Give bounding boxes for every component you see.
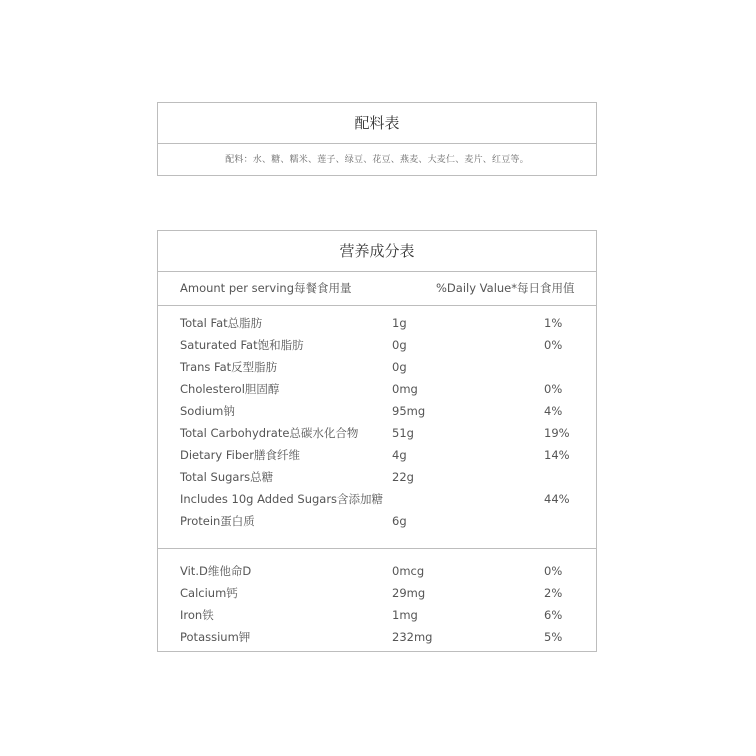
nutrient-row [158,422,596,444]
amount-per-serving-header: Amount per serving每餐食用量 [180,281,352,295]
nutrient-name: Trans Fat反型脂肪 [180,360,278,374]
nutrient-amount: 51g [392,426,414,440]
nutrient-daily-value: 14% [544,448,570,462]
nutrient-name: Sodium钠 [180,404,235,418]
vitamin-daily-value: 2% [544,586,563,600]
nutrition-facts-panel [157,230,597,652]
nutrient-name: Total Carbohydrate总碳水化合物 [180,426,359,440]
nutrient-daily-value: 4% [544,404,563,418]
vitamins-minerals-section [158,549,596,648]
vitamin-row [158,604,596,626]
ingredients-panel [157,102,597,176]
nutrition-header-row [158,272,596,306]
nutrient-name: Protein蛋白质 [180,514,255,528]
vitamin-daily-value: 0% [544,564,563,578]
nutrient-row [158,466,596,488]
vitamin-name: Vit.D维他命D [180,564,252,578]
nutrient-daily-value: 0% [544,338,563,352]
nutrient-row [158,378,596,400]
nutrient-name: Total Sugars总糖 [180,470,274,484]
vitamin-name: Calcium钙 [180,586,238,600]
vitamin-name: Iron铁 [180,608,214,622]
nutrients-section [158,306,596,549]
nutrient-row [158,400,596,422]
nutrient-row [158,312,596,334]
vitamin-row [158,560,596,582]
nutrient-row [158,334,596,356]
nutrient-amount: 95mg [392,404,426,418]
vitamin-row [158,626,596,648]
nutrient-name: Dietary Fiber膳食纤维 [180,448,300,462]
vitamin-amount: 232mg [392,630,433,644]
ingredients-title: 配料表 [158,103,596,144]
nutrient-name: Cholesterol胆固醇 [180,382,280,396]
nutrient-amount: 22g [392,470,414,484]
vitamin-name: Potassium钾 [180,630,251,644]
nutrient-daily-value: 0% [544,382,563,396]
nutrient-amount: 4g [392,448,407,462]
vitamin-daily-value: 5% [544,630,563,644]
nutrient-row [158,356,596,378]
nutrient-amount: 0mg [392,382,418,396]
vitamin-amount: 29mg [392,586,426,600]
nutrient-row [158,510,596,532]
nutrient-name: Saturated Fat饱和脂肪 [180,338,304,352]
nutrient-amount: 0g [392,360,407,374]
daily-value-header: %Daily Value*每日食用值 [436,281,575,295]
nutrient-daily-value: 19% [544,426,570,440]
vitamin-amount: 1mg [392,608,418,622]
nutrient-row [158,488,596,510]
nutrition-title: 营养成分表 [158,231,596,272]
nutrient-daily-value: 1% [544,316,563,330]
nutrient-daily-value: 44% [544,492,570,506]
vitamin-amount: 0mcg [392,564,425,578]
vitamin-row [158,582,596,604]
nutrient-name: Includes 10g Added Sugars含添加糖 [180,492,384,506]
nutrient-amount: 6g [392,514,407,528]
vitamin-daily-value: 6% [544,608,563,622]
ingredients-text: 配料：水、糖、糯米、莲子、绿豆、花豆、燕麦、大麦仁、麦片、红豆等。 [225,155,529,165]
nutrient-name: Total Fat总脂肪 [180,316,263,330]
nutrient-row [158,444,596,466]
nutrient-amount: 1g [392,316,407,330]
nutrient-amount: 0g [392,338,407,352]
